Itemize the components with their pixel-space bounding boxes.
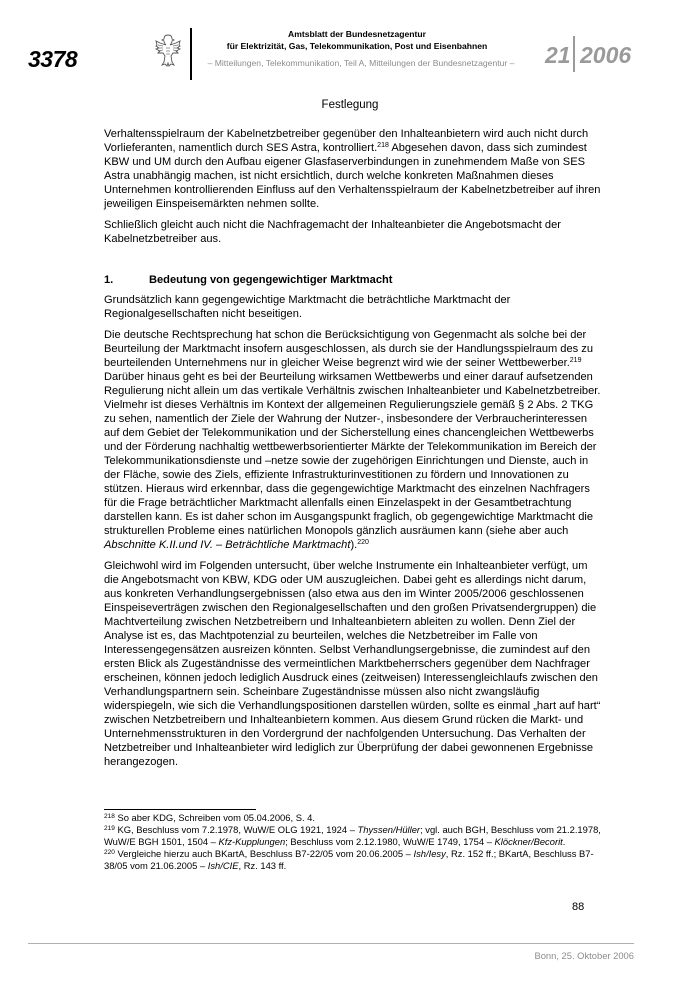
paragraph-2: Schließlich gleicht auch nicht die Nachfragemacht der Inhalteanbieter die Angebotsmacht der Kabelnetzbetreiber aus. bbox=[104, 219, 561, 245]
header-subtitle: – Mitteilungen, Telekommunikation, Teil A, Mitteilungen der Bundesnetzagentur – bbox=[207, 58, 515, 68]
section-title: Bedeutung von gegengewichtiger Marktmacht bbox=[149, 274, 393, 286]
footer-date: Bonn, 25. Oktober 2006 bbox=[534, 950, 634, 961]
page-number: 3378 bbox=[28, 46, 78, 72]
issue-year: 2006 bbox=[580, 42, 632, 68]
footnote-divider bbox=[104, 809, 256, 810]
footer-divider bbox=[28, 943, 634, 944]
publisher-line-1: Amtsblatt der Bundesnetzagentur bbox=[288, 29, 426, 39]
footnote-218: $^{218}$ So aber KDG, Schreiben vom 05.04.2006, S. 4. bbox=[104, 812, 315, 823]
footnote-ref-218[interactable]: 218 bbox=[377, 142, 389, 149]
paragraph-5: Gleichwohl wird im Folgenden untersucht, über welche Instrumente ein Inhalteanbieter verfügt, um die Angebotsmacht von KBW, KDG oder UM auszugleichen. Dabei geht es allerdings nicht darum, aus konkreten Verhandlungsergebnissen (also etwa aus den im Winter 2005/2006 geschlossenen Einspeiseverträgen zwischen den Regionalgesellschaften und den großen Privatsendergruppen) die Machtverteilung zwischen Netzbetreibern und Inhalteanbietern ableiten zu wollen. Denn Ziel der Analyse ist es, das Machtpotenzial zu beurteilen, welches die Netzbetreiber im Falle von Interessengegensätzen ausreizen könnten. Selbst Verhandlungsergebnisse, die zumindest auf den ersten Blick als Zugeständnisse des vermeintlichen Marktbeherrschers gegenüber dem Nachfrager erscheinen, können jedoch lediglich Ausdruck eines (zeitweisen) Interessengleichlaufs zwischen den Verhandlungspartnern sein. Scheinbare Zugeständnisse müssen also nicht zwangsläufig widerspiegeln, wie sich die Verhandlungspositionen darstellen würden, sollte es einmal „hart auf hart“ zwischen Netzbetreibern und Inhalteanbietern kommen. Aus diesem Grund rücken die Markt- und Unternehmensstrukturen in den Vordergrund der nachfolgenden Untersuchung. Das Verhalten der Netzbetreiber und Inhalteanbieter wird lediglich zur Überprüfung der dabei gewonnenen Ergebnisse herangezogen. bbox=[104, 560, 601, 768]
footnotes bbox=[104, 812, 604, 872]
page-title: Festlegung bbox=[321, 99, 379, 111]
footnote-ref-220[interactable]: 220 bbox=[357, 539, 369, 546]
paragraph-4: Die deutsche Rechtsprechung hat schon die Berücksichtigung von Gegenmacht als solche bei der Beurteilung der Marktmacht insofern ausgeschlossen, als durch sie der Handlungsspielraum des zu beurteilenden Unternehmens nur in gleicher Weise begrenzt wird wie der seiner Wettbewerber.$^{219}$ Darüber hinaus geht es bei der Beurteilung wirksamen Wettbewerbs und einer darauf aufsetzenden Regulierung nicht allein um das vertikale Verhältnis zwischen Inhalteanbieter und Kabelnetzbetreiber. Vielmehr ist dieses Verhältnis im Kontext der allgemeinen Regulierungsziele gemäß § 2 Abs. 2 TKG zu sehen, namentlich der Ziele der Wahrung der Nutzer-, insbesondere der Verbraucherinteressen auf dem Gebiet der Telekommunikation und der Sicherstellung eines chancengleichen Wettbewerbs und der Förderung nachhaltig wettbewerbsorientierter Märkte der Telekommunikation im Bereich der Telekommunikationsdienste und –netze sowie der zugehörigen Einrichtungen und Dienste, auch in der Fläche, sowie des Ziels, effiziente Infrastrukturinvestitionen zu fördern und Innovationen zu stützen. Hieraus wird erkennbar, dass die gegengewichtige Marktmacht des einzelnen Nachfragers für die Frage beträchtlicher Marktmacht allenfalls einen Einzelaspekt in der Gesamtbetrachtung darstellen kann. Es ist daher schon im Ausgangspunkt fraglich, ob gegengewichtige Marktmacht die strukturellen Probleme eines natürlichen Monopols gänzlich ausräumen kann (siehe aber auch Abschnitte K.II.und IV. – Beträchtliche Marktmacht).$^{220}$ bbox=[104, 329, 601, 551]
cross-reference: Abschnitte K.II.und IV. – Beträchtliche Marktmacht bbox=[104, 539, 351, 551]
section-number: 1. bbox=[104, 274, 114, 286]
paragraph-1: Verhaltensspielraum der Kabelnetzbetreiber gegenüber den Inhalteanbietern wird auch nicht durch Vorlieferanten, namentlich durch SES Astra, kontrolliert.$^{218}$ Abgesehen davon, dass sich zumindest KBW und UM durch den Aufbau eigener Glasfaserverbindungen in zunehmendem Maße von SES Astra unabhängig machen, ist nicht ersichtlich, durch welche konkreten Maßnahmen dieses Unternehmen kontrollierenden Einfluss auf den Verhaltensspielraum der Kabelnetzbetreiber auf ihren jeweiligen Einspeisemärkten nehmen sollte. bbox=[104, 128, 601, 210]
footnote-ref-219[interactable]: 219 bbox=[569, 357, 582, 364]
publisher-line-2: für Elektrizität, Gas, Telekommunikation, Post und Eisenbahnen bbox=[226, 41, 488, 51]
federal-eagle-icon bbox=[153, 32, 183, 68]
issue-number: 21 bbox=[545, 42, 571, 68]
section-heading bbox=[104, 273, 604, 287]
footnote-219: $^{219}$ KG, Beschluss vom 7.2.1978, WuW/E OLG 1921, 1924 – Thyssen/Hüller; vgl. auch BGH, Beschluss vom 21.2.1978, WuW/E BGH 1501, 1504 – Kfz-Kupplungen; Beschluss vom 2.12.1980, WuW/E 1749, 1754 – Klöckner/Becorit. bbox=[104, 824, 601, 847]
paragraph-3: Grundsätzlich kann gegengewichtige Marktmacht die beträchtliche Marktmacht der Regionalgesellschaften nicht beseitigen. bbox=[104, 294, 511, 320]
issue-divider bbox=[573, 36, 575, 72]
document-page-number: 88 bbox=[572, 901, 585, 913]
body-text bbox=[104, 127, 604, 776]
footnote-220: $^{220}$ Vergleiche hierzu auch BKartA, Beschluss B7-22/05 vom 20.06.2005 – Ish/Iesy, Rz. 152 ff.; BKartA, Beschluss B7-38/05 vom 21.06.2005 – Ish/CIE, Rz. 143 ff. bbox=[104, 848, 594, 871]
